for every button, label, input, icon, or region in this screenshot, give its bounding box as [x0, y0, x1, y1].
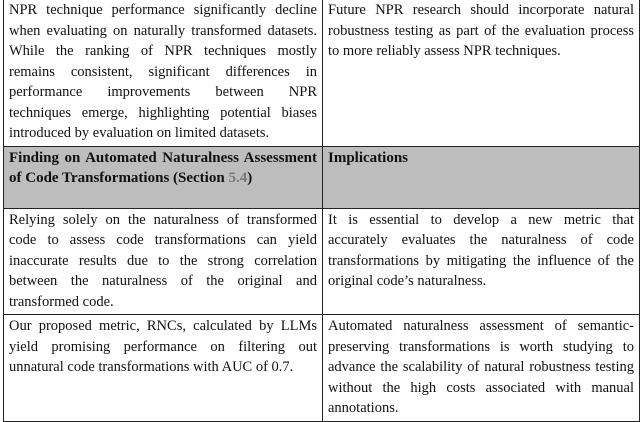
finding-cell: NPR technique performance significantly decline when evaluating on naturally transformed datasets. While the ranking of NPR techniques mostly remains consistent, significant differences in performance improvements between NPR techniques emerge, highlighting potential biases introduced by evaluation on limited datasets.	[4, 0, 323, 146]
finding-cell: Relying solely on the naturalness of transformed code to assess code transformations can yield inaccurate results due to the strong correlation between the naturalness of the original and transformed code.	[4, 208, 323, 315]
implication-cell: It is essential to develop a new metric that accurately evaluates the naturalness of code transformations by mitigating the influence of the original code’s naturalness.	[323, 208, 640, 315]
table-row	[4, 0, 640, 146]
section-link[interactable]: 5.4	[228, 170, 248, 186]
finding-header-suffix: )	[247, 170, 253, 186]
finding-header	[4, 146, 323, 208]
table-row	[4, 208, 640, 315]
finding-cell: Our proposed metric, RNCs, calculated by LLMs yield promising performance on filtering out unnatural code transformations with AUC of 0.7.	[4, 315, 323, 422]
implications-header: Implications	[323, 146, 640, 208]
implication-cell: Future NPR research should incorporate natural robustness testing as part of the evaluation process to more reliably assess NPR techniques.	[323, 0, 640, 146]
table-header-row	[4, 146, 640, 208]
implication-cell: Automated naturalness assessment of semantic-preserving transformations is worth studying to advance the scalability of natural robustness testing without the high costs associated with manual annotations.	[323, 315, 640, 422]
findings-table	[3, 0, 640, 422]
table-row	[4, 315, 640, 422]
finding-header-text: Finding on Automated Naturalness Assessment of Code Transformations (Section	[9, 149, 317, 186]
